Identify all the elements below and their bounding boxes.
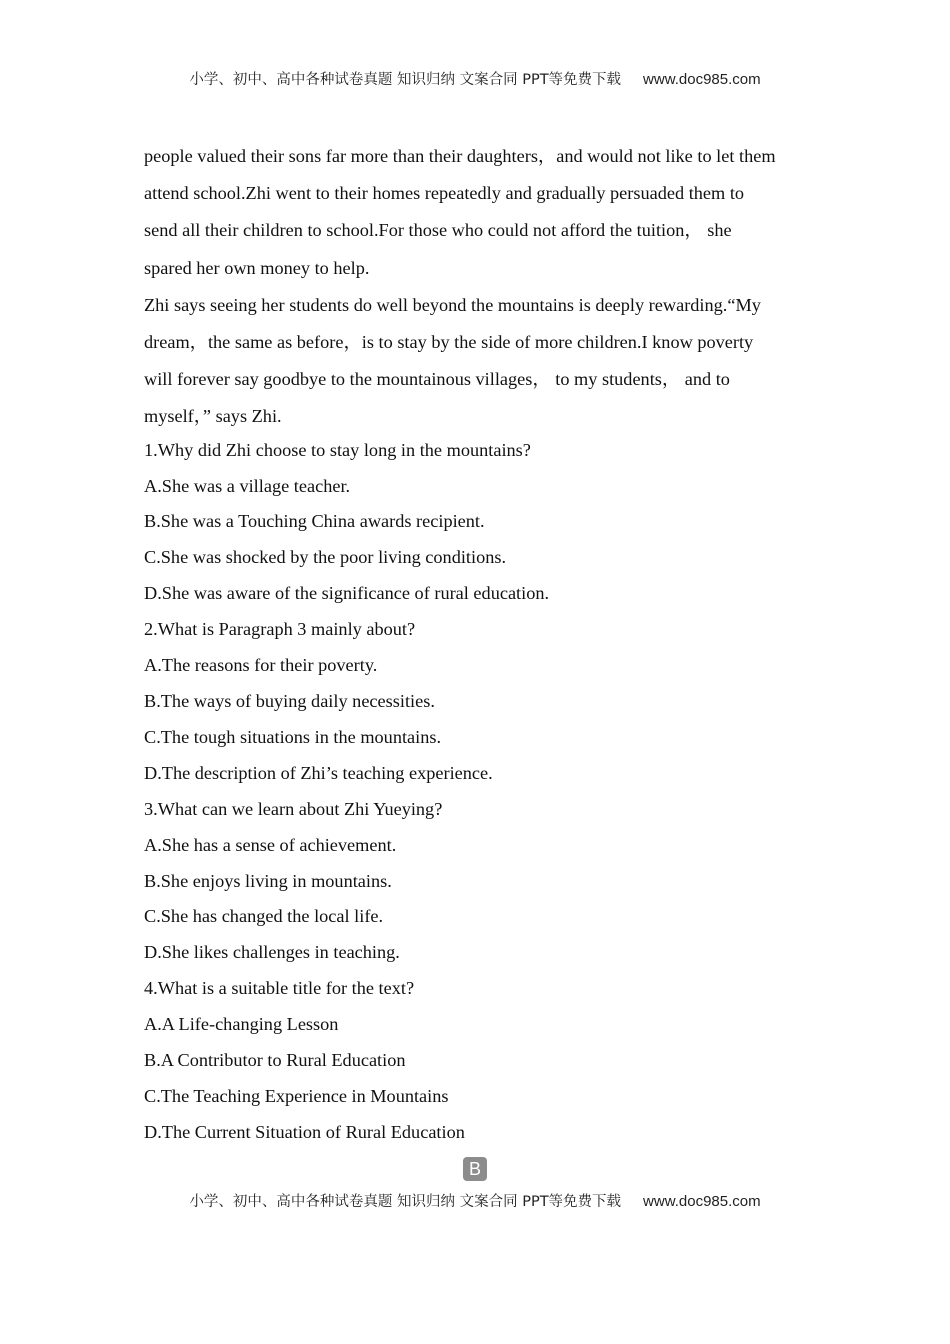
answer-option-c: C.She has changed the local life. — [144, 906, 384, 927]
question-stem: 1.Why did Zhi choose to stay long in the mountains? — [144, 439, 531, 460]
answer-option-b: B.She was a Touching China awards recipient. — [144, 511, 485, 532]
header-url: www.doc985.com — [643, 71, 761, 88]
document-body — [144, 138, 806, 1151]
page-badge: B — [463, 1157, 487, 1181]
page-footer — [0, 1190, 950, 1211]
answer-option-a: A.She was a village teacher. — [144, 475, 351, 496]
question-3 — [144, 792, 806, 972]
paragraph-line: people valued their sons far more than their daughters，and would not like to let them — [144, 146, 776, 166]
question-1 — [144, 433, 806, 613]
paragraph-line: send all their children to school.For those who could not afford the tuition， she — [144, 220, 732, 241]
question-list — [144, 433, 806, 1151]
answer-option-c: C.The tough situations in the mountains. — [144, 726, 442, 747]
question-stem: 3.What can we learn about Zhi Yueying? — [144, 798, 443, 819]
paragraph-line: will forever say goodbye to the mountainous villages， to my students， and to — [144, 369, 730, 390]
paragraph-line: dream，the same as before，is to stay by the side of more children.I know poverty — [144, 332, 754, 353]
answer-option-d: D.She was aware of the significance of rural education. — [144, 583, 550, 604]
paragraph-line: myself，” says Zhi. — [144, 406, 282, 427]
paragraph — [144, 138, 806, 287]
answer-option-c: C.The Teaching Experience in Mountains — [144, 1085, 449, 1106]
question-stem: 4.What is a suitable title for the text? — [144, 978, 415, 999]
question-2 — [144, 612, 806, 792]
paragraph — [144, 287, 806, 436]
answer-option-a: A.She has a sense of achievement. — [144, 834, 397, 855]
answer-option-c: C.She was shocked by the poor living conditions. — [144, 547, 507, 568]
question-4 — [144, 971, 806, 1151]
answer-option-a: A.A Life-changing Lesson — [144, 1014, 339, 1035]
answer-option-b: B.The ways of buying daily necessities. — [144, 690, 435, 711]
footer-text: 小学、初中、高中各种试卷真题 知识归纳 文案合同 PPT等免费下载 — [189, 1194, 622, 1210]
paragraph-line: Zhi says seeing her students do well beyond the mountains is deeply rewarding.“My — [144, 294, 761, 315]
answer-option-b: B.A Contributor to Rural Education — [144, 1050, 406, 1071]
answer-option-d: D.The Current Situation of Rural Education — [144, 1121, 465, 1142]
paragraph-line: attend school.Zhi went to their homes repeatedly and gradually persuaded them to — [144, 183, 745, 204]
answer-option-d: D.She likes challenges in teaching. — [144, 942, 400, 963]
answer-option-b: B.She enjoys living in mountains. — [144, 870, 392, 891]
answer-option-a: A.The reasons for their poverty. — [144, 655, 378, 676]
header-text: 小学、初中、高中各种试卷真题 知识归纳 文案合同 PPT等免费下载 — [189, 72, 622, 88]
answer-option-d: D.The description of Zhi’s teaching experience. — [144, 762, 493, 783]
paragraph-line: spared her own money to help. — [144, 257, 370, 278]
page-header — [0, 68, 950, 89]
question-stem: 2.What is Paragraph 3 mainly about? — [144, 619, 416, 640]
footer-url: www.doc985.com — [643, 1193, 761, 1210]
